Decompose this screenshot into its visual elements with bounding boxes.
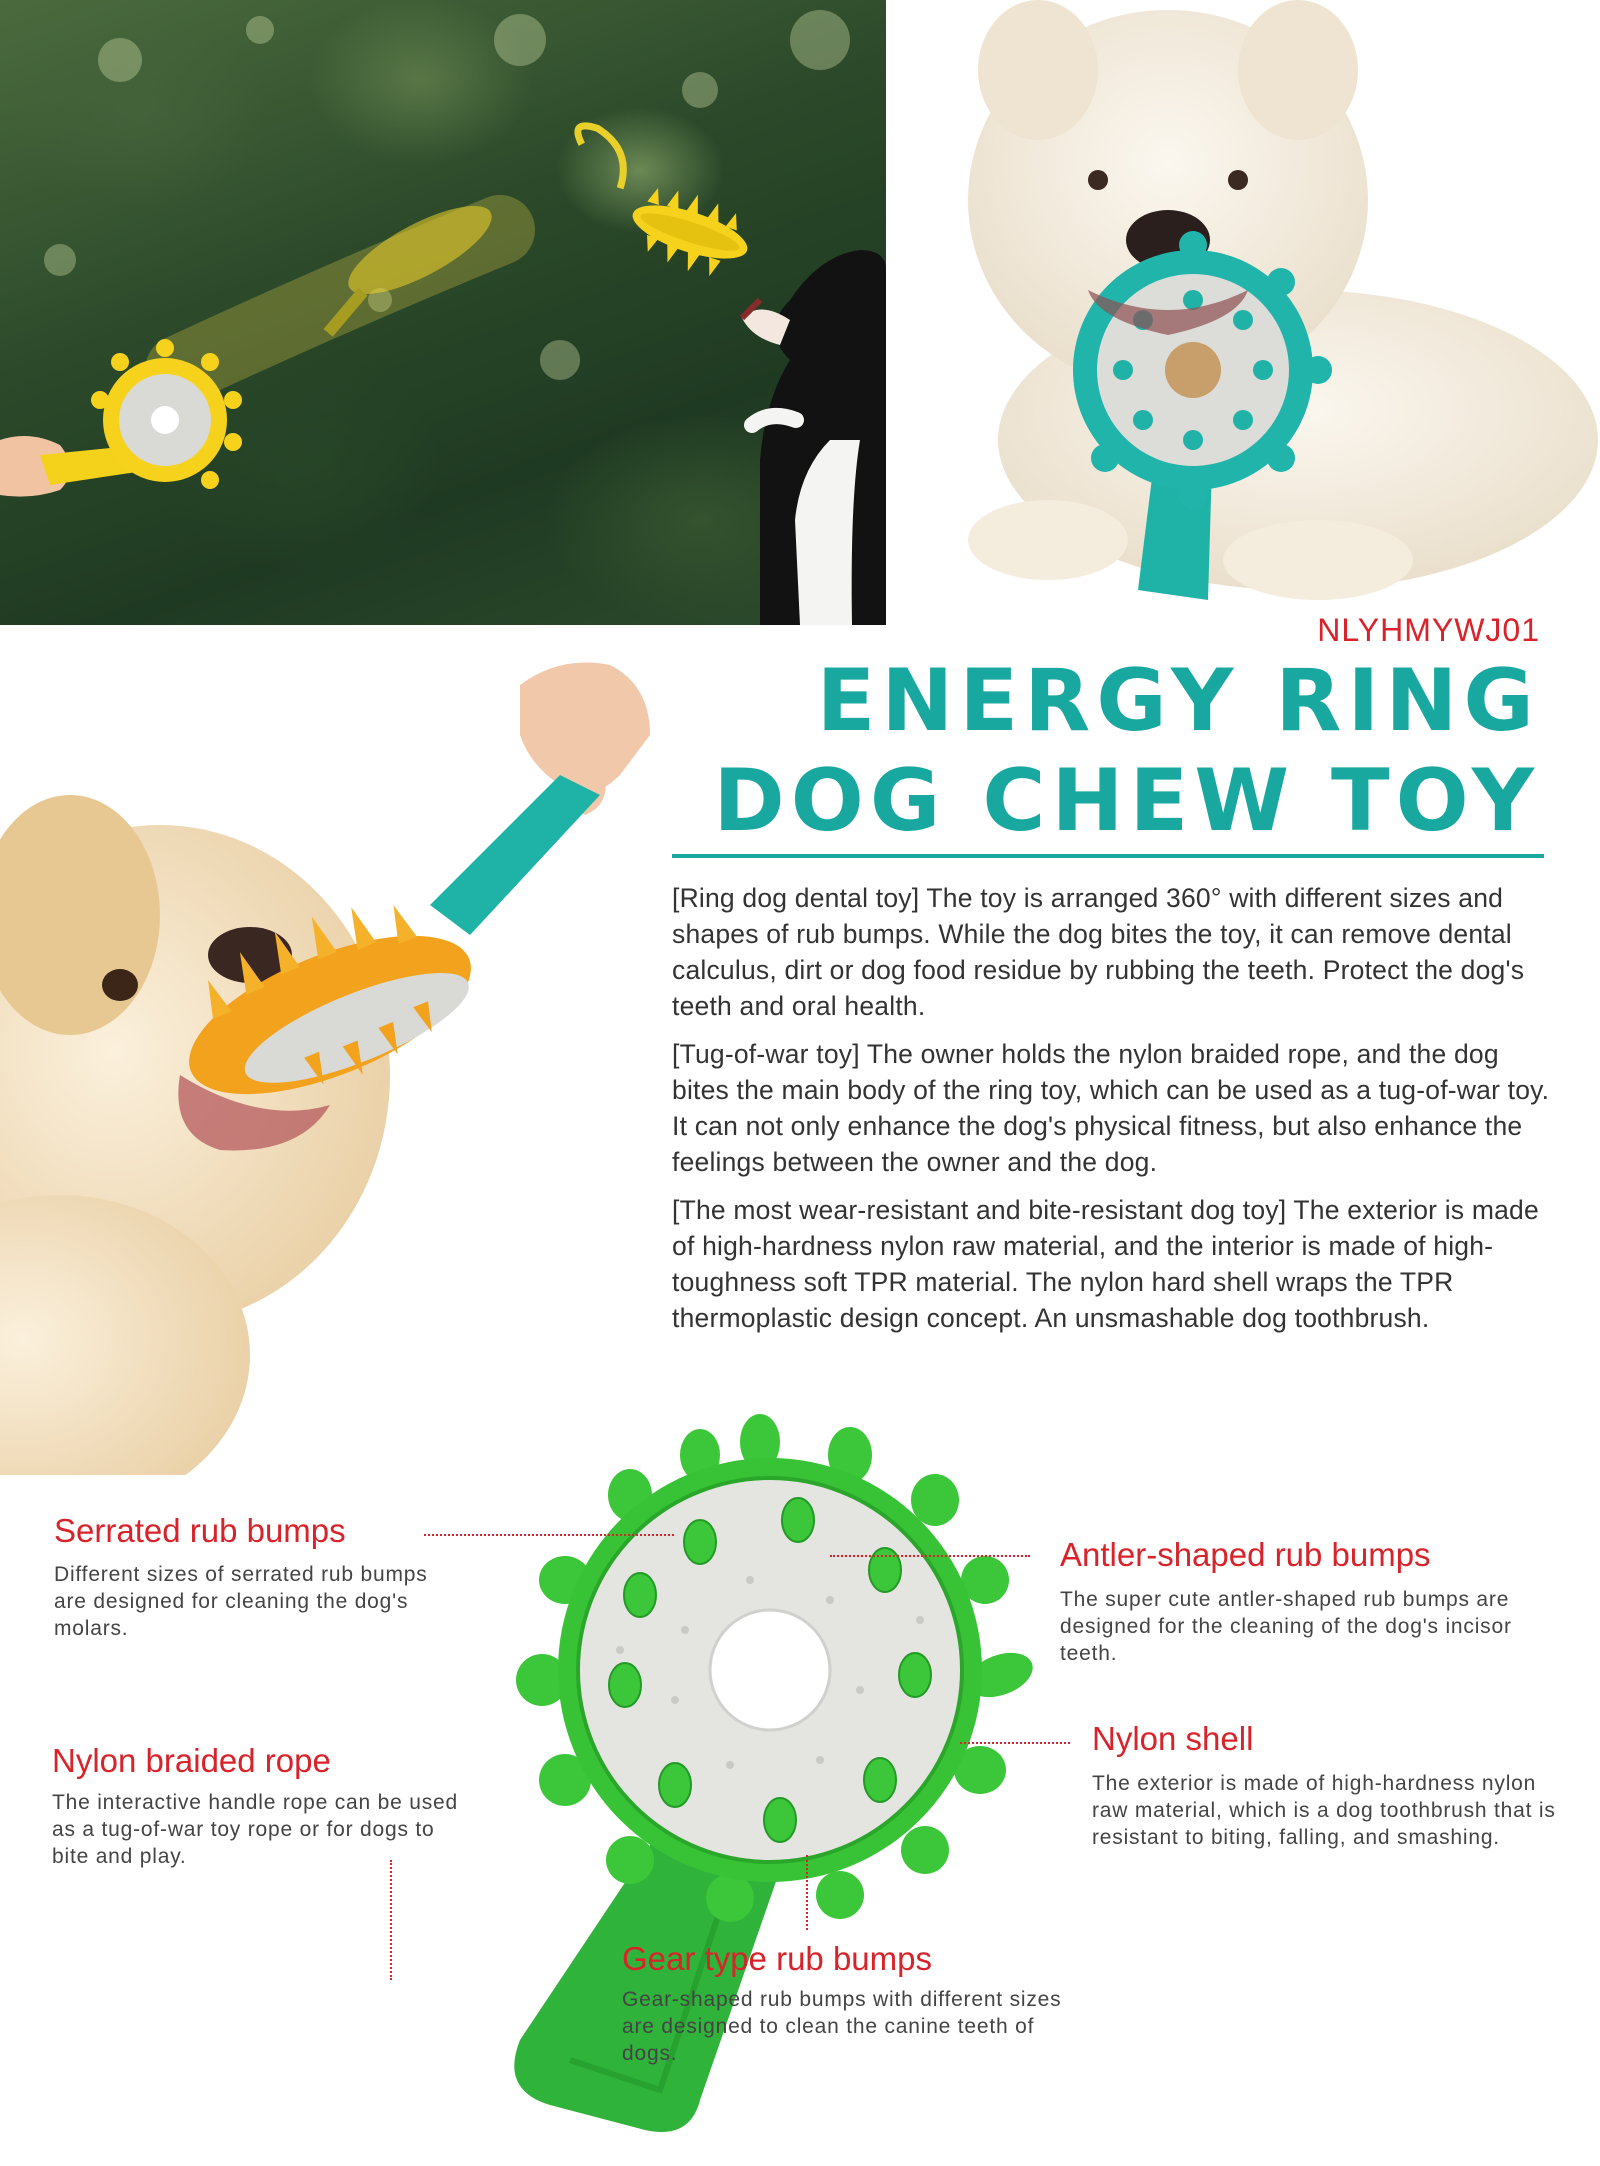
flying-toy-yellow bbox=[547, 123, 769, 287]
feature-rope-text: The interactive handle rope can be used as a tug-of-war toy rope or for dogs to bite and play. bbox=[52, 1791, 458, 1868]
feature-rope-title: Nylon braided rope bbox=[52, 1742, 331, 1779]
feature-gear-title: Gear type rub bumps bbox=[622, 1940, 932, 1977]
feature-shell-text: The exterior is made of high-hardness nylon raw material, which is a dog toothbrush that is resistant to biting, falling, and smashing. bbox=[1092, 1772, 1556, 1849]
feature-antler-title: Antler-shaped rub bumps bbox=[1060, 1536, 1431, 1573]
photo-puppy-teal-ring bbox=[938, 0, 1600, 625]
photo-throw-illustration bbox=[0, 0, 886, 625]
leader-antler bbox=[830, 1555, 1030, 1557]
description-paragraph-durable: [The most wear-resistant and bite-resistant dog toy] The exterior is made of high-hardness nylon raw material, and the interior is made of high-toughness soft TPR material. The nylon hard shell wraps the TPR thermoplastic design concept. An unsmashable dog toothbrush. bbox=[672, 1195, 1539, 1333]
description-paragraph-tug: [Tug-of-war toy] The owner holds the nylon braided rope, and the dog bites the main body of the ring toy, which can be used as a tug-of-war toy. It can not only enhance the dog's physical fitness, but also enhance the feelings between the owner and the dog. bbox=[672, 1039, 1550, 1177]
title-divider bbox=[672, 854, 1544, 858]
photo-puppy-orange-toy bbox=[0, 655, 690, 1475]
feature-serrated-title: Serrated rub bumps bbox=[54, 1512, 346, 1549]
feature-gear-text: Gear-shaped rub bumps with different sizes are designed to clean the canine teeth of dogs. bbox=[622, 1988, 1062, 2065]
photo-toy-throw bbox=[0, 0, 886, 625]
leader-rope bbox=[390, 1860, 392, 1980]
model-code: NLYHMYWJ01 bbox=[1317, 612, 1540, 648]
feature-shell-title: Nylon shell bbox=[1092, 1720, 1254, 1757]
ring-body bbox=[516, 1414, 1039, 1922]
hand-holding-toy bbox=[0, 339, 242, 497]
leader-serrated bbox=[424, 1534, 674, 1536]
leader-shell bbox=[960, 1742, 1070, 1744]
feature-antler-text: The super cute antler-shaped rub bumps are designed for the cleaning of the dog's incisor teeth. bbox=[1060, 1588, 1512, 1665]
jumping-dog bbox=[742, 250, 886, 625]
product-description bbox=[672, 880, 1552, 1348]
photo-puppy-illustration bbox=[938, 0, 1600, 625]
product-title-line-2: DOG CHEW TOY bbox=[713, 751, 1540, 851]
product-title-line-1: ENERGY RING bbox=[816, 651, 1540, 751]
leader-gear bbox=[806, 1855, 808, 1930]
photo-puppy2-illustration bbox=[0, 655, 690, 1475]
feature-serrated-text: Different sizes of serrated rub bumps are designed for cleaning the dog's molars. bbox=[54, 1563, 428, 1640]
description-paragraph-dental: [Ring dog dental toy] The toy is arranged 360° with different sizes and shapes of rub bumps. While the dog bites the toy, it can remove dental calculus, dirt or dog food residue by rubbing the teeth. Protect the dog's teeth and oral health. bbox=[672, 883, 1525, 1021]
